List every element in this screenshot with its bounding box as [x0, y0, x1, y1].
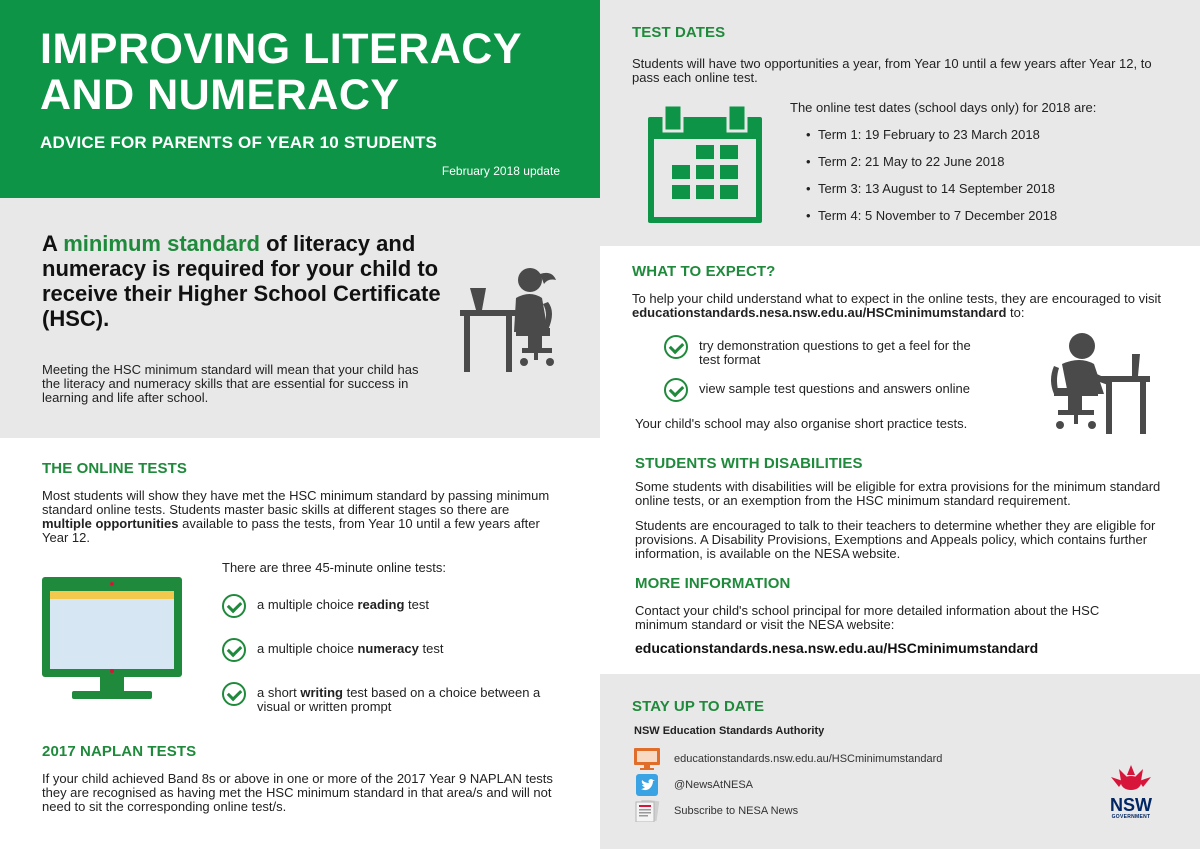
naplan-body: If your child achieved Band 8s or above in one or more of the 2017 Year 9 NAPLAN tests they are recognised as having met the HSC minimum standard in that area/s and will not need to sit the corresponding online test/s. — [42, 771, 553, 814]
stay-up-to-date-heading: STAY UP TO DATE — [632, 698, 765, 715]
government-logo-text: GOVERNMENT — [1111, 814, 1151, 820]
what-to-expect-body — [632, 292, 1162, 320]
term-date-item: • Term 3: 13 August to 14 September 2018 — [806, 175, 1057, 202]
term-dates-list — [806, 121, 1057, 229]
expect-footer: Your child's school may also organise short practice tests. — [635, 416, 968, 431]
newsletter-icon — [634, 800, 660, 822]
body-bold: multiple opportunities — [42, 516, 179, 531]
more-info-heading: MORE INFORMATION — [635, 575, 791, 592]
list-item — [222, 594, 562, 618]
list-item — [222, 638, 562, 662]
test-dates-body: Students will have two opportunities a year, from Year 10 until a few years after Year 12, to pass each online test. — [632, 56, 1152, 85]
waratah-icon — [1107, 763, 1155, 791]
what-to-expect-heading: WHAT TO EXPECT? — [632, 263, 776, 280]
website-link[interactable]: educationstandards.nsw.edu.au/HSCminimumstandard — [674, 753, 943, 765]
more-info-body: Contact your child's school principal for more detailed information about the HSC minimum standard or visit the NESA website: — [635, 603, 1100, 632]
headline-text: A — [42, 231, 64, 256]
online-tests-heading: THE ONLINE TESTS — [42, 460, 187, 477]
organisation-name: NSW Education Standards Authority — [634, 725, 825, 737]
text: a short — [257, 685, 301, 700]
page-subtitle: ADVICE FOR PARENTS OF YEAR 10 STUDENTS — [40, 133, 438, 152]
check-icon — [222, 682, 246, 706]
text: test — [418, 641, 444, 656]
check-icon — [664, 335, 688, 359]
headline-highlight: minimum standard — [63, 231, 260, 256]
disabilities-body-1: Some students with disabilities will be eligible for extra provisions for the minimum standard online tests, or an exemption from the HSC minimum standard requirement. — [635, 479, 1161, 508]
body-text: To help your child understand what to expect in the online tests, they are encouraged to visit — [632, 291, 1161, 306]
nesa-link[interactable]: educationstandards.nesa.nsw.edu.au/HSCminimumstandard — [632, 305, 1007, 320]
check-icon — [664, 378, 688, 402]
test-dates-list-intro: The online test dates (school days only) for 2018 are: — [790, 100, 1097, 115]
body-text: Most students will show they have met the HSC minimum standard by passing minimum standard online tests. Students master basic skills at different stages so there are — [42, 488, 550, 517]
check-icon — [222, 638, 246, 662]
check-icon — [222, 594, 246, 618]
list-item-text: try demonstration questions to get a feel for the test format — [699, 338, 971, 367]
list-item-text: view sample test questions and answers online — [699, 381, 970, 396]
newsletter-link-row[interactable] — [634, 800, 942, 822]
monitor-icon — [634, 748, 660, 770]
nsw-government-logo — [1104, 763, 1158, 820]
twitter-handle[interactable]: @NewsAtNESA — [674, 779, 754, 791]
online-tests-list — [222, 594, 562, 714]
list-item-text — [257, 594, 429, 612]
body-text: to: — [1006, 305, 1025, 320]
list-item — [664, 378, 1004, 402]
nsw-logo-text: NSW — [1110, 795, 1152, 815]
student-at-computer-icon — [1048, 330, 1150, 434]
term-date-item: • Term 4: 5 November to 7 December 2018 — [806, 202, 1057, 229]
online-tests-list-intro: There are three 45-minute online tests: — [222, 560, 447, 575]
bold-text: reading — [357, 597, 405, 612]
update-date: February 2018 update — [441, 164, 560, 178]
list-item-text — [257, 638, 443, 656]
body-text: available to pass the tests, from Year 10 until a few years after Year 12. — [42, 516, 540, 545]
online-tests-body — [42, 489, 562, 545]
intro-headline — [42, 231, 442, 331]
list-item-text — [257, 682, 547, 714]
naplan-heading: 2017 NAPLAN TESTS — [42, 743, 197, 760]
bold-text: numeracy — [357, 641, 419, 656]
text: test — [404, 597, 429, 612]
text: a multiple choice — [257, 641, 358, 656]
term-date-item: • Term 1: 19 February to 23 March 2018 — [806, 121, 1057, 148]
disabilities-heading: STUDENTS WITH DISABILITIES — [635, 455, 863, 472]
contact-links — [634, 748, 942, 822]
twitter-link-row[interactable] — [634, 774, 942, 796]
text: a multiple choice — [257, 597, 358, 612]
intro-body: Meeting the HSC minimum standard will mean that your child has the literacy and numeracy skills that are essential for success in learning and life after school. — [42, 362, 419, 405]
headline-text: of literacy and numeracy is required for your child to receive their Higher School Certificate (HSC). — [42, 231, 441, 331]
test-dates-heading: TEST DATES — [632, 24, 726, 41]
twitter-icon — [634, 774, 660, 796]
computer-monitor-icon — [42, 577, 182, 699]
term-date-item: • Term 2: 21 May to 22 June 2018 — [806, 148, 1057, 175]
list-item — [664, 335, 1004, 367]
newsletter-link[interactable]: Subscribe to NESA News — [674, 805, 799, 817]
bold-text: writing — [300, 685, 343, 700]
more-info-link[interactable]: educationstandards.nesa.nsw.edu.au/HSCminimumstandard — [635, 640, 1039, 656]
expect-list — [664, 335, 1004, 402]
website-link-row[interactable] — [634, 748, 942, 770]
calendar-icon — [648, 105, 762, 223]
disabilities-body-2: Students are encouraged to talk to their teachers to determine whether they are eligible for provisions. A Disability Provisions, Exemptions and Appeals policy, which contains further information, is available on the NESA website. — [635, 518, 1156, 561]
page-title: IMPROVING LITERACY AND NUMERACY — [40, 25, 522, 119]
text: test based on a choice between a visual or written prompt — [257, 685, 541, 714]
student-girl-at-desk-icon — [460, 262, 564, 372]
list-item — [222, 682, 562, 714]
